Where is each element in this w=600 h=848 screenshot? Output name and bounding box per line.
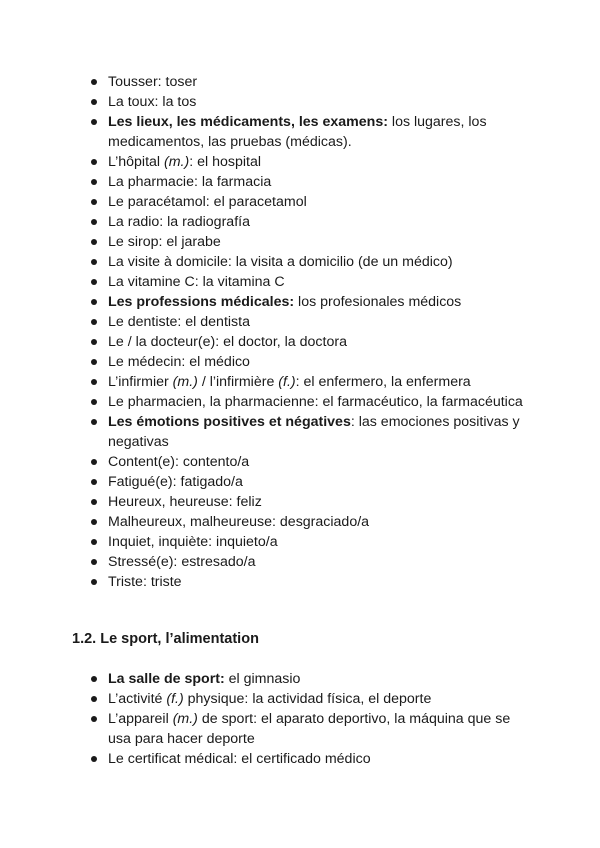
item-text: La toux: la tos: [108, 94, 197, 110]
list-item: [90, 312, 530, 332]
bullet-icon: [91, 319, 97, 325]
bullet-icon: [91, 519, 97, 525]
item-text: Inquiet, inquiète: inquieto/a: [108, 534, 278, 550]
list-item: [90, 472, 530, 492]
item-text: los lugares, los medicamentos, las pruebas (médicas).: [108, 114, 487, 150]
bullet-icon: [91, 239, 97, 245]
list-item: [90, 172, 530, 192]
bullet-icon: [91, 559, 97, 565]
bullet-icon: [91, 716, 97, 722]
item-text: Le pharmacien, la pharmacienne: el farmacéutico, la farmacéutica: [108, 394, 523, 410]
list-item: [90, 352, 530, 372]
item-text: : las emociones positivas y negativas: [108, 414, 520, 450]
bullet-icon: [91, 479, 97, 485]
list-item: [90, 72, 530, 92]
item-text: Le / la docteur(e): el doctor, la doctora: [108, 334, 347, 350]
item-text: de sport: el aparato deportivo, la máquina que se usa para hacer deporte: [108, 711, 511, 747]
list-item: [90, 372, 530, 392]
term-bold: La salle de sport:: [108, 671, 225, 687]
bullet-icon: [91, 419, 97, 425]
bullet-icon: [91, 359, 97, 365]
list-item: [90, 492, 530, 512]
bullet-icon: [91, 99, 97, 105]
list-item: [90, 689, 530, 709]
list-item: [90, 272, 530, 292]
item-text: / l’infirmière: [197, 374, 279, 390]
bullet-icon: [91, 159, 97, 165]
list-item: [90, 412, 530, 452]
list-item: [90, 552, 530, 572]
vocabulary-list-sport: [90, 669, 530, 769]
list-item: [90, 192, 530, 212]
item-text: L’infirmier: [108, 374, 173, 390]
gender-marker: (f.): [278, 374, 296, 390]
section-heading: 1.2. Le sport, l’alimentation: [72, 631, 259, 647]
list-item: [90, 572, 530, 592]
item-text: Content(e): contento/a: [108, 454, 250, 470]
bullet-icon: [91, 499, 97, 505]
bullet-icon: [91, 219, 97, 225]
item-text: Le certificat médical: el certificado médico: [108, 751, 371, 767]
list-item: [90, 232, 530, 252]
list-item: [90, 669, 530, 689]
item-text: Tousser: toser: [108, 74, 198, 90]
list-item: [90, 212, 530, 232]
item-text: L’appareil: [108, 711, 173, 727]
bullet-icon: [91, 299, 97, 305]
gender-marker: (m.): [164, 154, 190, 170]
bullet-icon: [91, 676, 97, 682]
item-text: physique: la actividad física, el deporte: [183, 691, 432, 707]
list-item: [90, 709, 530, 749]
item-text: Le sirop: el jarabe: [108, 234, 221, 250]
item-text: Fatigué(e): fatigado/a: [108, 474, 243, 490]
gender-marker: (m.): [172, 711, 198, 727]
bullet-icon: [91, 199, 97, 205]
bullet-icon: [91, 279, 97, 285]
item-text: La radio: la radiografía: [108, 214, 250, 230]
bullet-icon: [91, 756, 97, 762]
item-text: Malheureux, malheureuse: desgraciado/a: [108, 514, 370, 530]
item-text: La vitamine C: la vitamina C: [108, 274, 285, 290]
item-text: los profesionales médicos: [294, 294, 462, 310]
bullet-icon: [91, 379, 97, 385]
bullet-icon: [91, 579, 97, 585]
item-text: La visite à domicile: la visita a domicilio (de un médico): [108, 254, 453, 270]
item-text: Triste: triste: [108, 574, 182, 590]
bullet-icon: [91, 339, 97, 345]
list-item: [90, 392, 530, 412]
list-item: [90, 749, 530, 769]
item-text: Le médecin: el médico: [108, 354, 250, 370]
item-text: : el enfermero, la enfermera: [295, 374, 471, 390]
gender-marker: (f.): [166, 691, 184, 707]
gender-marker: (m.): [172, 374, 198, 390]
list-item: [90, 112, 530, 152]
bullet-icon: [91, 259, 97, 265]
item-text: L’hôpital: [108, 154, 165, 170]
bullet-icon: [91, 399, 97, 405]
bullet-icon: [91, 119, 97, 125]
bullet-icon: [91, 459, 97, 465]
item-text: el gimnasio: [224, 671, 301, 687]
item-text: Le dentiste: el dentista: [108, 314, 250, 330]
bullet-icon: [91, 539, 97, 545]
list-item: [90, 452, 530, 472]
list-item: [90, 332, 530, 352]
term-bold: Les émotions positives et négatives: [108, 414, 351, 430]
list-item: [90, 532, 530, 552]
list-item: [90, 252, 530, 272]
vocabulary-list-health: [90, 72, 530, 592]
list-item: [90, 152, 530, 172]
item-text: Le paracétamol: el paracetamol: [108, 194, 307, 210]
term-bold: Les lieux, les médicaments, les examens:: [108, 114, 388, 130]
list-item: [90, 292, 530, 312]
bullet-icon: [91, 696, 97, 702]
list-item: [90, 92, 530, 112]
item-text: : el hospital: [189, 154, 262, 170]
list-item: [90, 512, 530, 532]
item-text: L’activité: [108, 691, 167, 707]
bullet-icon: [91, 179, 97, 185]
item-text: Heureux, heureuse: feliz: [108, 494, 262, 510]
term-bold: Les professions médicales:: [108, 294, 295, 310]
item-text: La pharmacie: la farmacia: [108, 174, 272, 190]
bullet-icon: [91, 79, 97, 85]
item-text: Stressé(e): estresado/a: [108, 554, 256, 570]
